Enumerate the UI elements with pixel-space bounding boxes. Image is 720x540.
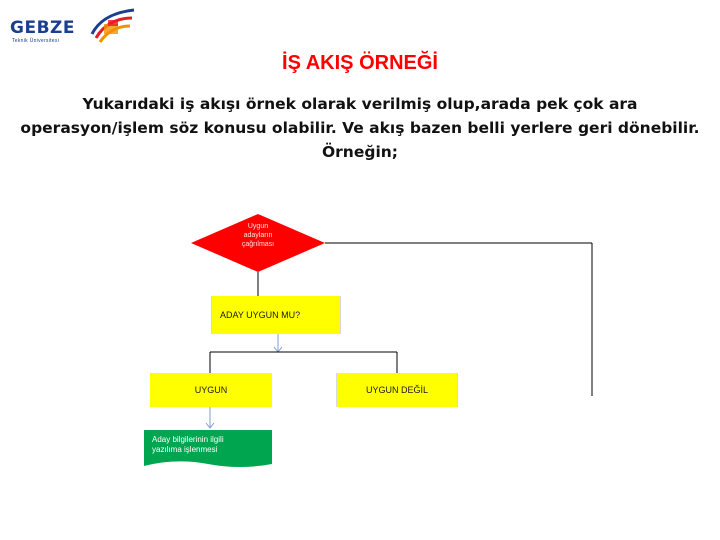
- description-line-1: Yukarıdaki iş akışı örnek olarak verilmiş olup,arada pek çok ara: [82, 95, 638, 113]
- document-label-line-2: yazılıma işlenmesi: [152, 445, 218, 454]
- description-line-2: operasyon/işlem söz konusu olabilir. Ve akış bazen belli yerlere geri dönebilir.: [20, 119, 700, 137]
- no-box: UYGUN DEĞİL: [336, 373, 458, 407]
- start-label-line-1: Uygun: [247, 223, 269, 230]
- start-label-line-3: çağrılması: [241, 241, 275, 248]
- page-title: İŞ AKIŞ ÖRNEĞİ: [282, 52, 438, 74]
- yes-box: UYGUN: [150, 373, 272, 407]
- decision-box: ADAY UYGUN MU?: [211, 296, 341, 334]
- document-label-line-1: Aday bilgilerinin ilgili: [152, 435, 224, 444]
- description-line-3: Örneğin;: [321, 143, 398, 161]
- logo-wordmark: GEBZE: [10, 18, 75, 38]
- document-label: [152, 435, 272, 455]
- start-label-line-2: adayların: [243, 232, 273, 239]
- logo-subtitle: Teknik Üniversitesi: [12, 38, 60, 44]
- start-label: [228, 222, 288, 249]
